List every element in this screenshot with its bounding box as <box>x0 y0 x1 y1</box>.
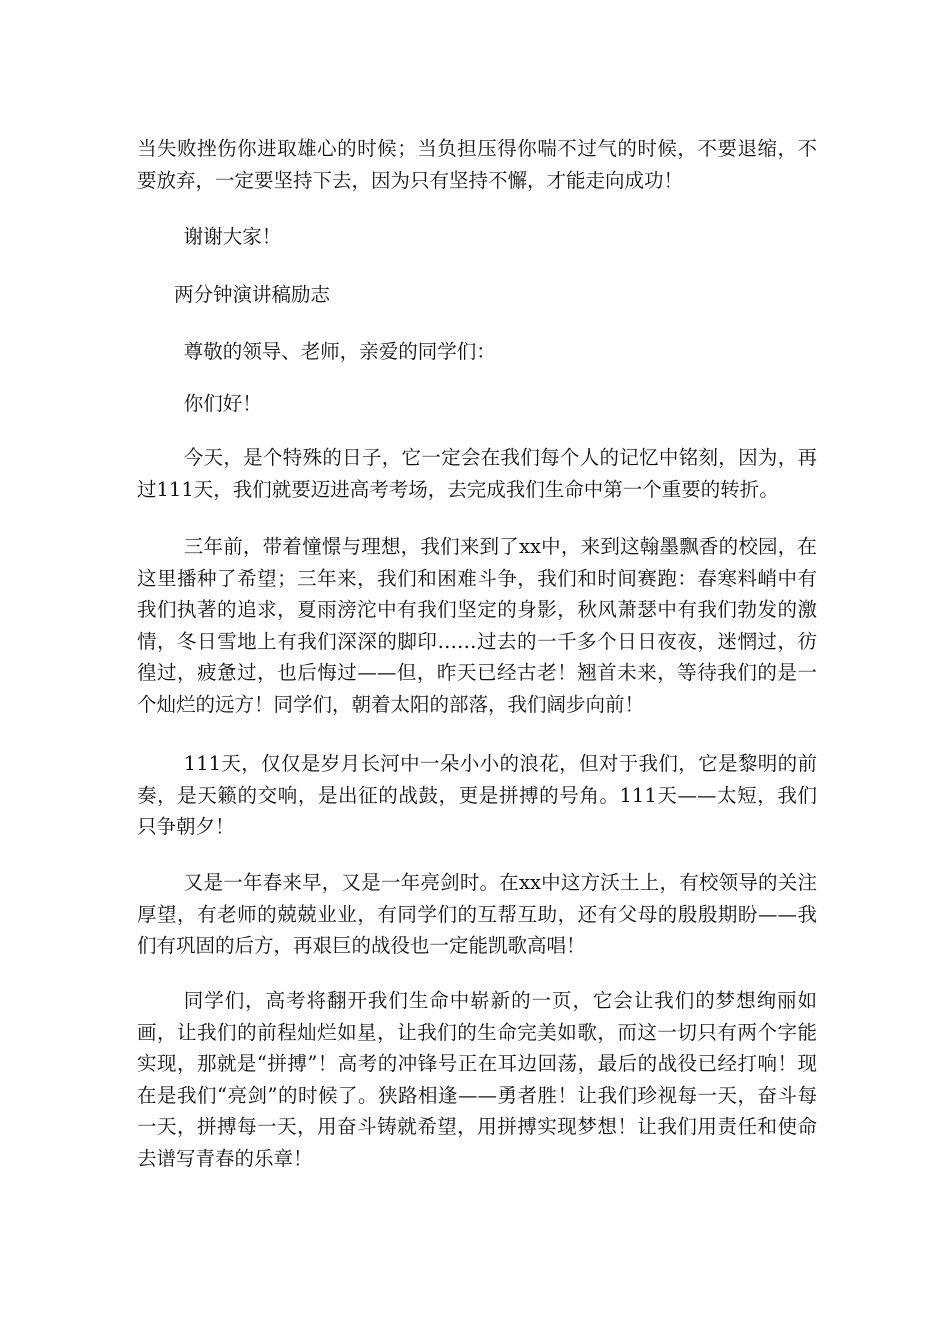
paragraph-thanks: 谢谢大家！ <box>183 225 282 248</box>
paragraph-greeting: 你们好！ <box>183 392 262 415</box>
paragraph-111-days: 111天，仅仅是岁月长河中一朵小小的浪花，但对于我们，它是黎明的前奏，是天籁的交响，是出征的战鼓，更是拼搏的号角。111天——太短，我们只争朝夕！ <box>137 752 817 838</box>
paragraph-today: 今天，是个特殊的日子，它一定会在我们每个人的记忆中铭刻，因为，再过111天，我们就要迈进高考考场，去完成我们生命中第一个重要的转折。 <box>137 446 817 501</box>
paragraph-closing-continuation: 当失败挫伤你进取雄心的时候；当负担压得你喘不过气的时候，不要退缩，不要放弃，一定要坚持下去，因为只有坚持不懈，才能走向成功！ <box>137 137 817 192</box>
speech-title: 两分钟演讲稿励志 <box>174 283 331 306</box>
paragraph-three-years: 三年前，带着憧憬与理想，我们来到了xx中，来到这翰墨飘香的校园，在这里播种了希望；三年来，我们和困难斗争，我们和时间赛跑：春寒料峭中有我们执著的追求，夏雨滂沱中有我们坚定的身影，秋风萧瑟中有我们勃发的激情，冬日雪地上有我们深深的脚印……过去的一千多个日日夜夜，迷惘过，彷徨过，疲惫过，也后悔过——但，昨天已经古老！翘首未来，等待我们的是一个灿烂的远方！同学们，朝着太阳的部落，我们阔步向前！ <box>137 535 817 716</box>
paragraph-salutation: 尊敬的领导、老师，亲爱的同学们： <box>183 340 496 363</box>
paragraph-spring: 又是一年春来早，又是一年亮剑时。在xx中这方沃土上，有校领导的关注厚望，有老师的兢兢业业，有同学们的互帮互助，还有父母的殷殷期盼——我们有巩固的后方，再艰巨的战役也一定能凯歌高唱！ <box>137 871 817 957</box>
paragraph-gaokao: 同学们，高考将翻开我们生命中崭新的一页，它会让我们的梦想绚丽如画，让我们的前程灿烂如星，让我们的生命完美如歌，而这一切只有两个字能实现，那就是“拼搏”！高考的冲锋号正在耳边回荡，最后的战役已经打响！现在是我们“亮剑”的时候了。狭路相逢——勇者胜！让我们珍视每一天，奋斗每一天，拼搏每一天，用奋斗铸就希望，用拼搏实现梦想！让我们用责任和使命去谱写青春的乐章！ <box>137 989 817 1170</box>
